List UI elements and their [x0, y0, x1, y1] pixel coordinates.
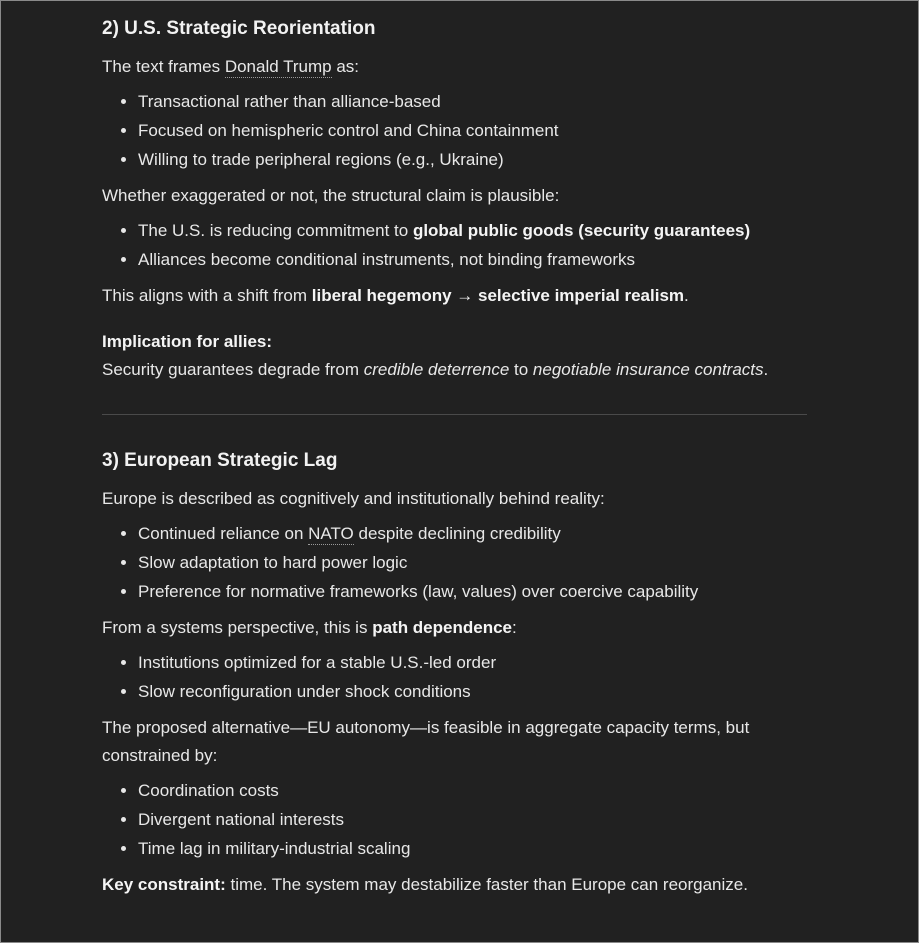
paragraph-shift: This aligns with a shift from liberal hegemony → selective imperial realism. [102, 286, 689, 305]
bullet-list-europe [102, 519, 807, 606]
list-item: • Preference for normative frameworks (law, values) over coercive capability [138, 577, 807, 606]
paragraph-implication: Security guarantees degrade from credible deterrence to negotiable insurance contracts. [102, 360, 769, 379]
section-divider [102, 414, 807, 415]
list-item: • Time lag in military-industrial scaling [138, 834, 807, 863]
paragraph-eu-autonomy: The proposed alternative—EU autonomy—is feasible in aggregate capacity terms, but constrained by: [102, 718, 750, 765]
section-heading-us-reorientation: 2) U.S. Strategic Reorientation [102, 18, 376, 39]
entity-link-nato[interactable]: NATO [308, 524, 354, 543]
list-item: • Willing to trade peripheral regions (e.g., Ukraine) [138, 145, 807, 174]
list-item: • Institutions optimized for a stable U.S.-led order [138, 648, 807, 677]
bullet-list-path-dependence [102, 648, 807, 706]
paragraph-europe-intro: Europe is described as cognitively and institutionally behind reality: [102, 489, 605, 508]
list-item: • Continued reliance on NATO despite declining credibility [138, 519, 807, 548]
list-item: • Focused on hemispheric control and China containment [138, 116, 807, 145]
list-item: • Slow reconfiguration under shock conditions [138, 677, 807, 706]
list-item: • The U.S. is reducing commitment to global public goods (security guarantees) [138, 216, 807, 245]
paragraph-path-dependence: From a systems perspective, this is path dependence: [102, 618, 517, 637]
bullet-list-framing [102, 87, 807, 174]
list-item: • Coordination costs [138, 776, 807, 805]
bullet-list-structural [102, 216, 807, 274]
list-item: • Slow adaptation to hard power logic [138, 548, 807, 577]
list-item: • Alliances become conditional instruments, not binding frameworks [138, 245, 807, 274]
entity-link-donald-trump[interactable]: Donald Trump [224, 57, 332, 76]
paragraph-structural-claim: Whether exaggerated or not, the structural claim is plausible: [102, 186, 560, 205]
bullet-list-constraints [102, 776, 807, 863]
section-heading-european-lag: 3) European Strategic Lag [102, 450, 338, 471]
paragraph-intro: The text frames Donald Trump as: [102, 57, 360, 76]
implication-label: Implication for allies: [102, 332, 273, 351]
paragraph-key-constraint: Key constraint: time. The system may destabilize faster than Europe can reorganize. [102, 875, 748, 894]
response-content [102, 15, 807, 899]
list-item: • Transactional rather than alliance-based [138, 87, 807, 116]
list-item: • Divergent national interests [138, 805, 807, 834]
